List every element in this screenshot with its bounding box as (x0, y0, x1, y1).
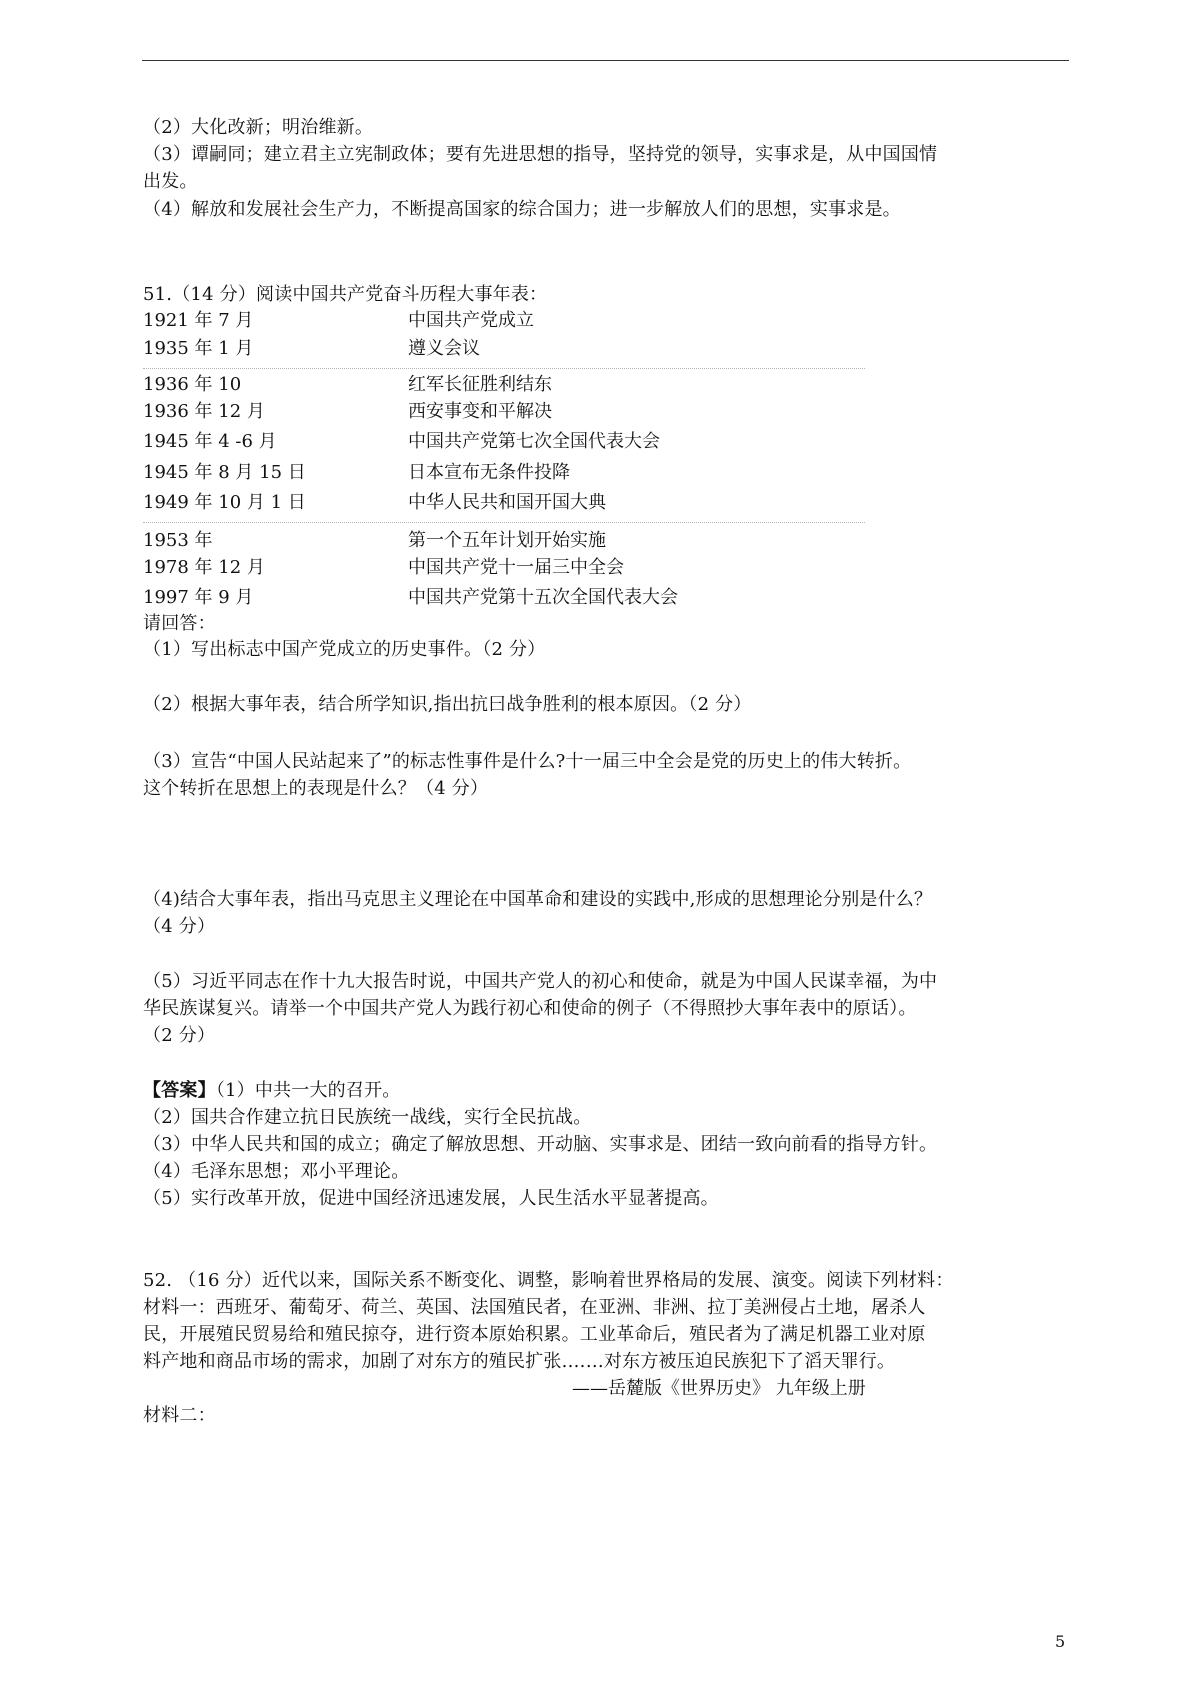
timeline-date: 1978 年 12 月 (143, 557, 265, 578)
timeline-date: 1935 年 1 月 (143, 338, 254, 359)
answer-line: （5）实行改革开放，促进中国经济迅速发展，人民生活水平显著提高。 (143, 1188, 719, 1209)
timeline-row (143, 309, 903, 333)
q52-material2-label: 材料二： (143, 1405, 216, 1426)
timeline-event: 中国共产党十一届三中全会 (408, 557, 624, 578)
answer-label: 【答案】 (143, 1080, 216, 1101)
prev-answer-line: 出发。 (143, 171, 198, 192)
q51-question: （4)结合大事年表，指出马克思主义理论在中国革命和建设的实践中,形成的思想理论分别是什么？ (143, 889, 933, 910)
header-divider (142, 60, 1069, 61)
timeline-event: 中国共产党第七次全国代表大会 (408, 431, 660, 452)
timeline-event: 中国共产党成立 (408, 310, 534, 331)
q51-question: （1）写出标志中国产党成立的历史事件。（2 分） (143, 639, 546, 660)
q51-intro: 51.（14 分）阅读中国共产党奋斗历程大事年表： (143, 284, 548, 305)
timeline-date: 1945 年 4 -6 月 (143, 431, 277, 452)
q52-line: 料产地和商品市场的需求，加剧了对东方的殖民扩张.……对东方被压迫民族犯下了滔天罪行。 (143, 1351, 896, 1372)
q52-line: 民，开展殖民贸易给和殖民掠夺，进行资本原始积累。工业革命后，殖民者为了满足机器工业对原 (143, 1324, 926, 1345)
timeline-divider (143, 368, 865, 369)
answer-line: （4）毛泽东思想；邓小平理论。 (143, 1161, 410, 1182)
timeline-event: 第一个五年计划开始实施 (408, 530, 606, 551)
answer-text: （1）中共一大的召开。 (215, 1080, 401, 1101)
prev-answer-line: （3）谭嗣同；建立君主立宪制政体；要有先进思想的指导，坚持党的领导，实事求是，从中国国情 (143, 144, 938, 165)
q51-question: （2 分） (143, 1025, 216, 1046)
timeline-event: 西安事变和平解决 (408, 401, 552, 422)
q51-prompt: 请回答： (143, 613, 216, 634)
timeline-divider (143, 522, 865, 523)
q51-question: 华民族谋复兴。请举一个中国共产党人为践行初心和使命的例子（不得照抄大事年表中的原话）。 (143, 998, 917, 1019)
timeline-date: 1953 年 (143, 530, 213, 551)
timeline-date: 1921 年 7 月 (143, 310, 254, 331)
timeline-row (143, 556, 903, 580)
timeline-row (143, 430, 903, 454)
timeline-event: 日本宣布无条件投降 (408, 462, 570, 483)
timeline-row (143, 373, 903, 397)
q52-line: 52. （16 分）近代以来，国际关系不断变化、调整，影响着世界格局的发展、演变。阅读下列材料： (143, 1270, 954, 1291)
timeline-event: 中国共产党第十五次全国代表大会 (408, 587, 678, 608)
timeline-row (143, 400, 903, 424)
prev-answer-line: （4）解放和发展社会生产力，不断提高国家的综合国力；进一步解放人们的思想，实事求是。 (143, 199, 901, 220)
timeline-row (143, 586, 903, 610)
timeline-event: 中华人民共和国开国大典 (408, 492, 606, 513)
timeline-event: 遵义会议 (408, 338, 480, 359)
answer-line: （2）国共合作建立抗日民族统一战线，实行全民抗战。 (143, 1107, 592, 1128)
answer-line: （3）中华人民共和国的成立；确定了解放思想、开动脑、实事求是、团结一致向前看的指导方针。 (143, 1134, 938, 1155)
timeline-row (143, 491, 903, 515)
prev-answer-line: （2）大化改新；明治维新。 (143, 117, 374, 138)
q52-line: 材料一：西班牙、葡萄牙、荷兰、英国、法国殖民者，在亚洲、非洲、拉丁美洲侵占土地，屠杀人 (143, 1297, 926, 1318)
timeline-row (143, 337, 903, 361)
timeline-date: 1936 年 10 (143, 374, 242, 395)
timeline-date: 1949 年 10 月 1 日 (143, 492, 306, 513)
q51-question: （4 分） (143, 916, 216, 937)
q51-question: （5）习近平同志在作十九大报告时说，中国共产党人的初心和使命，就是为中国人民谋幸福，为中 (143, 971, 938, 992)
timeline-date: 1936 年 12 月 (143, 401, 265, 422)
q52-source: ——岳麓版《世界历史》 九年级上册 (572, 1378, 866, 1399)
answer-line (143, 1079, 400, 1103)
timeline-event: 红军长征胜利结东 (408, 374, 552, 395)
timeline-date: 1945 年 8 月 15 日 (143, 462, 306, 483)
q51-question: （2）根据大事年表，结合所学知识,指出抗曰战争胜利的根本原因。（2 分） (143, 694, 752, 715)
page-number: 5 (1055, 1632, 1066, 1651)
q51-question: 这个转折在思想上的表现是什么？（4 分） (143, 778, 489, 799)
timeline-row (143, 529, 903, 553)
timeline-date: 1997 年 9 月 (143, 587, 254, 608)
q51-question: （3）宣告“中国人民站起来了”的标志性事件是什么?十一届三中全会是党的历史上的伟大转折。 (143, 751, 912, 772)
timeline-row (143, 461, 903, 485)
